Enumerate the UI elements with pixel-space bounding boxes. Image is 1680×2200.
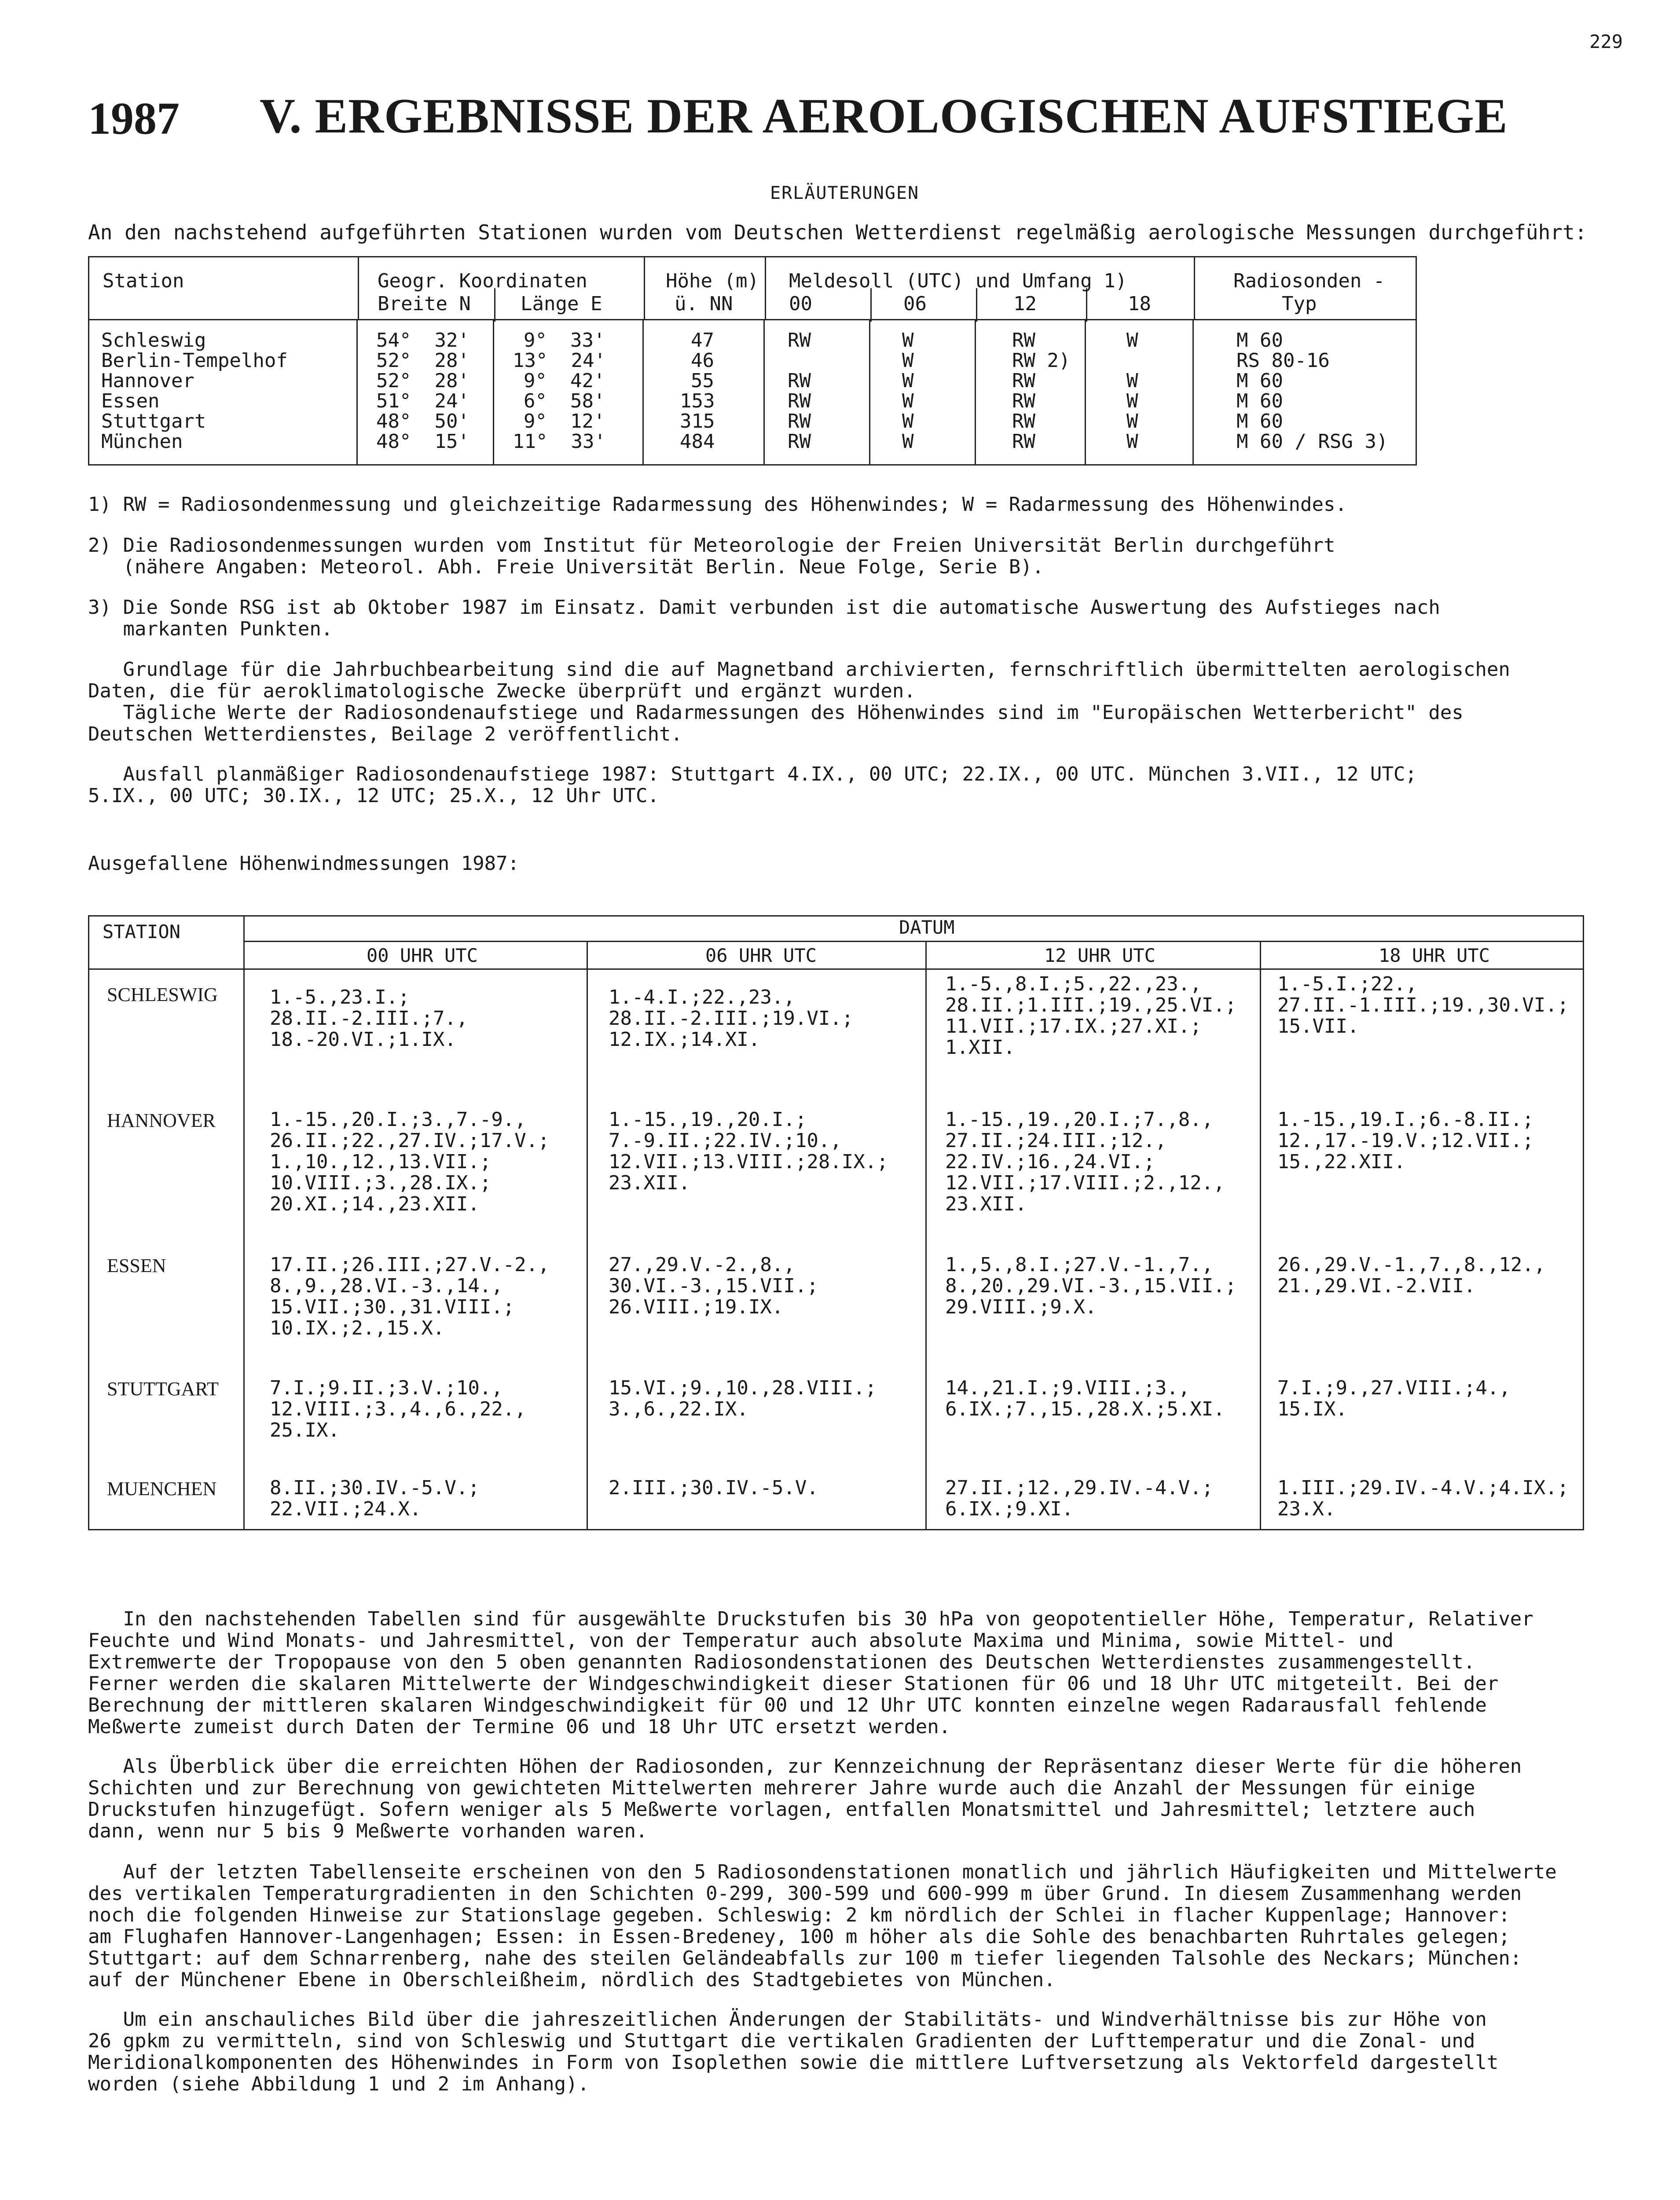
- wind-cell-06: 1.-15.,19.,20.I.; 7.-9.II.;22.IV.;10., 12.VII.;13.VIII.;28.IX.; 23.XII.: [609, 1108, 888, 1194]
- station-18: W: [1126, 329, 1138, 352]
- col-height-sub: ü. NN: [675, 293, 733, 315]
- para-ausfall-2: 5.IX., 00 UTC; 30.IX., 12 UTC; 25.X., 12 Uhr UTC.: [88, 785, 660, 807]
- station-lat: 52° 28': [376, 349, 470, 372]
- note-2a: 2) Die Radiosondenmessungen wurden vom Institut für Meteorologie der Freien Universität Berlin durchgeführt: [88, 534, 1335, 557]
- note-1: 1) RW = Radiosondenmessung und gleichzeitige Radarmessung des Höhenwindes; W = Radarmessung des Höhenwindes.: [88, 493, 1347, 516]
- wind-cell-00: 1.-5.,23.I.; 28.II.-2.III.;7., 18.-20.VI.;1.IX.: [270, 986, 468, 1051]
- station-00: RW: [788, 410, 811, 433]
- wind-cell-06: 1.-4.I.;22.,23., 28.II.-2.III.;19.VI.; 12.IX.;14.XI.: [609, 986, 854, 1051]
- col-06-header: 06 UHR UTC: [705, 945, 817, 966]
- station-type: M 60: [1236, 329, 1283, 352]
- body-paragraph-4: Um ein anschauliches Bild über die jahreszeitlichen Änderungen der Stabilitäts- und Windverhältnisse bis zur Höhe von 26 gpkm zu vermitteln, sind von Schleswig und Stuttgart die vertikalen Gradienten der Lufttemperatur und die Zonal- und Meridionalkomponenten des Höhenwindes in Form von Isoplethen sowie die mittlere Luftversetzung als Vektorfeld dargestellt worden (siehe Abbildung 1 und 2 im Anhang).: [88, 2008, 1499, 2095]
- page-number: 229: [1589, 31, 1623, 52]
- station-12: RW: [1012, 370, 1035, 392]
- station-lon: 6° 58': [524, 390, 605, 412]
- station-type: M 60: [1236, 390, 1283, 412]
- station-label: HANNOVER: [107, 1110, 216, 1131]
- station-name: Stuttgart: [101, 410, 206, 433]
- station-label: MUENCHEN: [107, 1478, 217, 1500]
- station-table-frame: [88, 320, 1417, 466]
- col-12-header: 12 UHR UTC: [1044, 945, 1155, 966]
- station-18: W: [1126, 390, 1138, 412]
- col-lat: Breite N: [378, 293, 471, 315]
- station-name: München: [101, 430, 183, 453]
- wind-failure-table: [88, 915, 1584, 1530]
- station-06: W: [902, 410, 914, 433]
- station-label: STUTTGART: [107, 1378, 219, 1400]
- wind-cell-18: 1.III.;29.IV.-4.V.;4.IX.; 23.X.: [1277, 1477, 1569, 1520]
- body-paragraph-1: In den nachstehenden Tabellen sind für ausgewählte Druckstufen bis 30 hPa von geopotentieller Höhe, Temperatur, Relativer Feuchte und Wind Monats- und Jahresmittel, von der Temperatur auch absolute Maxima und Minima, sowie Mittel- und Extremwerte der Tropopause von den 5 oben genannten Radiosondenstationen des Deutschen Wetterdienstes zusammengestellt. Ferner werden die skalaren Mittelwerte der Windgeschwindigkeit dieser Stationen für 06 und 18 Uhr UTC mitgeteilt. Bei der Berechnung der mittleren skalaren Windgeschwindigkeit für 00 und 12 Uhr UTC konnten einzelne wegen Radarausfall fehlende Meßwerte zumeist durch Daten der Termine 06 und 18 Uhr UTC ersetzt werden.: [88, 1608, 1533, 1738]
- station-height: 47: [691, 329, 714, 352]
- station-06: W: [902, 329, 914, 352]
- col-00: 00: [789, 293, 812, 315]
- wind-cell-00: 7.I.;9.II.;3.V.;10., 12.VIII.;3.,4.,6.,22., 25.IX.: [270, 1377, 526, 1441]
- wind-cell-12: 1.,5.,8.I.;27.V.-1.,7., 8.,20.,29.VI.-3.,15.VII.; 29.VIII.;9.X.: [945, 1254, 1237, 1318]
- col-12: 12: [1013, 293, 1037, 315]
- station-18: W: [1126, 370, 1138, 392]
- col-radiosonde-type: Typ: [1282, 293, 1317, 315]
- station-06: W: [902, 370, 914, 392]
- station-type: M 60: [1236, 370, 1283, 392]
- station-12: RW: [1012, 390, 1035, 412]
- col-18: 18: [1128, 293, 1151, 315]
- station-name: Hannover: [101, 370, 194, 392]
- explanations-heading: ERLÄUTERUNGEN: [770, 183, 920, 203]
- wind-cell-06: 27.,29.V.-2.,8., 30.VI.-3.,15.VII.; 26.VIII.;19.IX.: [609, 1254, 818, 1318]
- station-type: M 60 / RSG 3): [1236, 430, 1388, 453]
- col-datum-header: DATUM: [899, 917, 955, 938]
- station-height: 55: [691, 370, 714, 392]
- station-lon: 11° 33': [513, 430, 606, 453]
- station-06: W: [902, 390, 914, 412]
- station-height: 484: [680, 430, 715, 453]
- station-06: W: [902, 430, 914, 453]
- para-grundlage-3: Tägliche Werte der Radiosondenaufstiege und Radarmessungen des Höhenwindes sind im "Europäischen Wetterbericht" des: [88, 701, 1464, 724]
- wind-cell-18: 7.I.;9.,27.VIII.;4., 15.IX.: [1277, 1377, 1511, 1420]
- wind-cell-12: 14.,21.I.;9.VIII.;3., 6.IX.;7.,15.,28.X.;5.XI.: [945, 1377, 1225, 1420]
- col-meldesoll: Meldesoll (UTC) und Umfang 1): [789, 270, 1127, 292]
- station-table-header: [88, 256, 1417, 320]
- body-paragraph-2: Als Überblick über die erreichten Höhen der Radiosonden, zur Kennzeichnung der Repräsentanz dieser Werte für die höheren Schichten und zur Berechnung von gewichteten Mittelwerten mehrerer Jahre wurde auch die Anzahl der Messungen für einige Druckstufen hinzugefügt. Sofern weniger als 5 Meßwerte vorlagen, entfallen Monatsmittel und Jahresmittel; letztere auch dann, wenn nur 5 bis 9 Meßwerte vorhanden waren.: [88, 1755, 1522, 1842]
- wind-cell-12: 27.II.;12.,29.IV.-4.V.; 6.IX.;9.XI.: [945, 1477, 1214, 1520]
- note-2b: (nähere Angaben: Meteorol. Abh. Freie Universität Berlin. Neue Folge, Serie B).: [88, 556, 1044, 578]
- wind-cell-06: 2.III.;30.IV.-5.V.: [609, 1477, 818, 1499]
- wind-cell-12: 1.-15.,19.,20.I.;7.,8., 27.II.;24.III.;12., 22.IV.;16.,24.VI.; 12.VII.;17.VIII.;2.,12., 23.XII.: [945, 1108, 1225, 1215]
- wind-cell-18: 1.-5.I.;22., 27.II.-1.III.;19.,30.VI.; 15.VII.: [1277, 973, 1569, 1038]
- note-3b: markanten Punkten.: [88, 618, 333, 640]
- wind-cell-12: 1.-5.,8.I.;5.,22.,23., 28.II.;1.III.;19.,25.VI.; 11.VII.;17.IX.;27.XI.; 1.XII.: [945, 973, 1237, 1059]
- station-height: 153: [680, 390, 715, 412]
- wind-cell-18: 1.-15.,19.I.;6.-8.II.; 12.,17.-19.V.;12.VII.; 15.,22.XII.: [1277, 1108, 1534, 1173]
- body-paragraph-3: Auf der letzten Tabellenseite erscheinen von den 5 Radiosondenstationen monatlich und jährlich Häufigkeiten und Mittelwerte des vertikalen Temperaturgradienten in den Schichten 0-299, 300-599 und 600-999 m über Grund. In diesem Zusammenhang werden noch die folgenden Hinweise zur Stationslage gegeben. Schleswig: 2 km nördlich der Schlei in flacher Kuppenlage; Hannover: am Flughafen Hannover-Langenhagen; Essen: in Essen-Bredeney, 100 m höher als die Sohle des benachbarten Ruhrtales gelegen; Stuttgart: auf dem Schnarrenberg, nahe des steilen Geländeabfalls zur 100 m tiefer liegenden Talsohle des Neckars; München: auf der Münchener Ebene in Oberschleißheim, nördlich des Stadtgebietes von München.: [88, 1861, 1557, 1991]
- station-name: Schleswig: [101, 329, 206, 352]
- station-00: RW: [788, 329, 811, 352]
- note-3a: 3) Die Sonde RSG ist ab Oktober 1987 im Einsatz. Damit verbunden ist die automatische Auswertung des Aufstieges nach: [88, 596, 1440, 619]
- wind-cell-00: 17.II.;26.III.;27.V.-2., 8.,9.,28.VI.-3.,14., 15.VII.;30.,31.VIII.; 10.IX.;2.,15.X.: [270, 1254, 550, 1339]
- station-12: RW 2): [1012, 349, 1071, 372]
- col-lon: Länge E: [521, 293, 602, 315]
- station-12: RW: [1012, 329, 1035, 352]
- station-type: M 60: [1236, 410, 1283, 433]
- wind-cell-00: 1.-15.,20.I.;3.,7.-9., 26.II.;22.,27.IV.;17.V.; 1.,10.,12.,13.VII.; 10.VIII.;3.,28.IX.; 20.XI.;14.,23.XII.: [270, 1108, 550, 1215]
- station-18: W: [1126, 430, 1138, 453]
- station-lat: 48° 15': [376, 430, 470, 453]
- para-ausfall-1: Ausfall planmäßiger Radiosondenaufstiege 1987: Stuttgart 4.IX., 00 UTC; 22.IX., 00 UTC. München 3.VII., 12 UTC;: [88, 763, 1417, 785]
- station-lat: 48° 50': [376, 410, 470, 433]
- station-lat: 52° 28': [376, 370, 470, 392]
- station-name: Berlin-Tempelhof: [101, 349, 288, 372]
- wind-cell-18: 26.,29.V.-1.,7.,8.,12., 21.,29.VI.-2.VII.: [1277, 1254, 1546, 1297]
- station-12: RW: [1012, 430, 1035, 453]
- page-title: V. ERGEBNISSE DER AEROLOGISCHEN AUFSTIEGE: [260, 89, 1508, 143]
- station-lon: 13° 24': [513, 349, 606, 372]
- station-lon: 9° 42': [524, 370, 605, 392]
- station-12: RW: [1012, 410, 1035, 433]
- wind-cell-00: 8.II.;30.IV.-5.V.; 22.VII.;24.X.: [270, 1477, 480, 1520]
- col-00-header: 00 UHR UTC: [367, 945, 478, 966]
- wind-cell-06: 15.VI.;9.,10.,28.VIII.; 3.,6.,22.IX.: [609, 1377, 877, 1420]
- station-18: W: [1126, 410, 1138, 433]
- station-00: RW: [788, 390, 811, 412]
- col-station-header: STATION: [103, 921, 181, 942]
- station-00: RW: [788, 430, 811, 453]
- col-radiosonde: Radiosonden -: [1233, 270, 1385, 292]
- col-18-header: 18 UHR UTC: [1379, 945, 1490, 966]
- station-label: SCHLESWIG: [107, 984, 218, 1005]
- col-height: Höhe (m): [666, 270, 759, 292]
- para-grundlage-4: Deutschen Wetterdienstes, Beilage 2 veröffentlicht.: [88, 723, 683, 745]
- station-name: Essen: [101, 390, 160, 412]
- intro-text: An den nachstehend aufgeführten Stationen wurden vom Deutschen Wetterdienst regelmäßig aerologische Messungen durchgeführt:: [88, 220, 1587, 244]
- para-grundlage-2: Daten, die für aeroklimatologische Zwecke überprüft und ergänzt wurden.: [88, 680, 916, 702]
- col-coords: Geogr. Koordinaten: [378, 270, 587, 292]
- header-year: 1987: [88, 93, 180, 144]
- station-lon: 9° 33': [524, 329, 605, 352]
- para-grundlage-1: Grundlage für die Jahrbuchbearbeitung sind die auf Magnetband archivierten, fernschriftlich übermittelten aerologischen: [88, 658, 1510, 681]
- wind-heading: Ausgefallene Höhenwindmessungen 1987:: [88, 852, 520, 875]
- station-06: W: [902, 349, 914, 372]
- station-00: RW: [788, 370, 811, 392]
- station-lon: 9° 12': [524, 410, 605, 433]
- station-height: 46: [691, 349, 714, 372]
- station-height: 315: [680, 410, 715, 433]
- station-type: RS 80-16: [1236, 349, 1330, 372]
- station-label: ESSEN: [107, 1255, 166, 1276]
- col-station: Station: [103, 270, 184, 292]
- station-lat: 54° 32': [376, 329, 470, 352]
- col-06: 06: [903, 293, 927, 315]
- station-lat: 51° 24': [376, 390, 470, 412]
